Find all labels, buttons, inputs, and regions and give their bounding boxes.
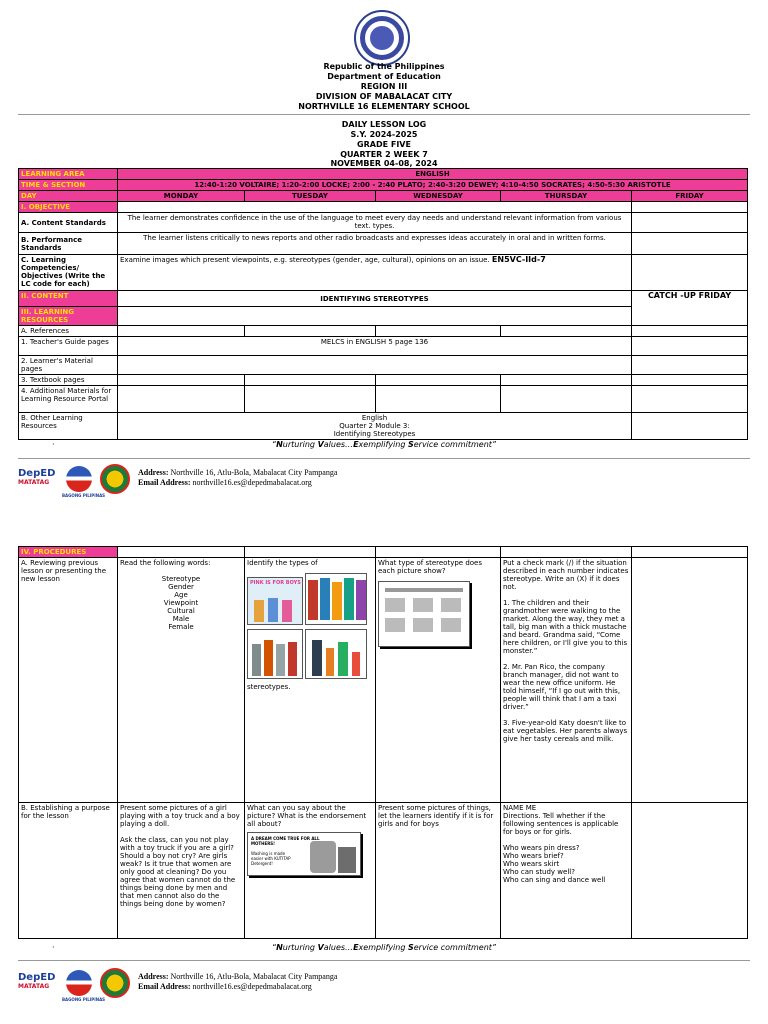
proc-b-thu-item-3: Who wears skirt: [503, 860, 560, 868]
references-label: A. References: [19, 326, 118, 337]
proc-a-thu-item-3: 3. Five-year-old Katy doesn't like to eat vegetables. Her parents always give her tasty cereals and milk.: [503, 719, 628, 743]
performance-standards-value: The learner listens critically to news reports and other radio broadcasts and expresses ideas accurately in oral and in written forms.: [118, 233, 632, 255]
competencies-text: Examine images which present viewpoints, e.g. stereotypes (gender, age, cultural), opinions on an issue.: [120, 256, 490, 264]
content-standards-value: The learner demonstrates confidence in the use of the language to meet every day needs and understand relevant information from various text. types.: [118, 213, 632, 233]
textbook-label: 3. Textbook pages: [19, 375, 118, 386]
objective-friday: [632, 202, 748, 213]
header-line-3: REGION III: [360, 82, 408, 91]
title-line-4: QUARTER 2 WEEK 7: [340, 150, 428, 159]
resources-label: III. LEARNING RESOURCES: [19, 307, 118, 326]
day-friday: FRIDAY: [632, 191, 748, 202]
footer-divider-1: [18, 458, 750, 459]
lesson-log-table: [18, 168, 748, 440]
word-5: Cultural: [167, 607, 195, 615]
proc-b-thu-item-5: Who can sing and dance well: [503, 876, 606, 884]
proc-a-thu-item-2: 2. Mr. Pan Rico, the company branch manager, did not want to wear the new office uniform. He told himself, “If I go out with this, people will think that I am a taxi driver.”: [503, 663, 621, 711]
detergent-ad-image: A DREAM COME TRUE FOR ALL MOTHERS! Washing is made easier with KUTITAP Detergent!: [247, 832, 361, 876]
day-label: DAY: [19, 191, 118, 202]
proc-a-mon-intro: Read the following words:: [120, 559, 211, 567]
teachers-guide-value: MELCS in ENGLISH 5 page 136: [118, 337, 632, 356]
word-3: Age: [174, 591, 188, 599]
catch-up-friday: CATCH -UP FRIDAY: [632, 291, 748, 326]
proc-b-thursday: [501, 803, 632, 939]
proc-a-monday: [118, 558, 245, 803]
other-resources-line-3: Identifying Stereotypes: [333, 430, 416, 438]
competencies-friday: [632, 255, 748, 291]
word-4: Viewpoint: [163, 599, 199, 607]
proc-b-thu-item-1: Who wears pin dress?: [503, 844, 580, 852]
content-value: IDENTIFYING STEREOTYPES: [118, 291, 632, 307]
proc-a-tuesday: [245, 558, 376, 803]
address-block-1: Address: Northville 16, Atlu-Bola, Mabalacat City Pampanga Email Address: northville16.es@depedmabalacat.org: [138, 468, 338, 487]
procedures-table: [18, 546, 748, 939]
footer-divider-2: [18, 960, 750, 961]
proc-b-mon-1: Present some pictures of a girl playing with a toy truck and a boy playing a doll.: [120, 804, 240, 828]
proc-a-label: A. Reviewing previous lesson or presenting the new lesson: [19, 558, 118, 803]
objective-label: I. OBJECTIVE: [19, 202, 118, 213]
proc-b-thu-item-4: Who can study well?: [503, 868, 575, 876]
header-line-4: DIVISION OF MABALACAT CITY: [315, 92, 453, 101]
competencies-value: [118, 255, 632, 291]
day-wednesday: WEDNESDAY: [376, 191, 501, 202]
bagong-pilipinas-logo: [66, 466, 92, 492]
content-label: II. CONTENT: [19, 291, 118, 307]
proc-b-monday: [118, 803, 245, 939]
other-resources-label: B. Other Learning Resources: [19, 413, 118, 440]
resources-blank: [118, 307, 632, 326]
proc-a-wednesday: [376, 558, 501, 803]
motto-2: “Nurturing Values…Exemplifying Service commitment”: [271, 943, 497, 952]
address-block-2: Address: Northville 16, Atlu-Bola, Mabalacat City Pampanga Email Address: northville16.es@depedmabalacat.org: [138, 972, 338, 991]
time-section-value: 12:40-1:20 VOLTAIRE; 1:20-2:00 LOCKE; 2:00 - 2:40 PLATO; 2:40-3:20 DEWEY; 4:10-4:50 SOCRATES; 4:50-5:30 ARISTOTLE: [118, 180, 748, 191]
objective-blank: [118, 202, 632, 213]
pink-is-for-boys-image: PINK IS FOR BOYS: [247, 577, 303, 625]
proc-b-thu-dir: Directions. Tell whether if the following sentences is applicable for boys or for girls.: [503, 812, 619, 836]
title-line-3: GRADE FIVE: [357, 140, 411, 149]
header-line-1: Republic of the Philippines: [323, 62, 445, 71]
additional-materials-label: 4. Additional Materials for Learning Resource Portal: [19, 386, 118, 413]
header-line-5: NORTHVILLE 16 ELEMENTARY SCHOOL: [298, 102, 470, 111]
competencies-code: EN5VC-IId-7: [491, 255, 546, 264]
performance-standards-label: B. Performance Standards: [19, 233, 118, 255]
school-logo-2: [100, 968, 130, 998]
performance-standards-friday: [632, 233, 748, 255]
word-6: Male: [172, 615, 190, 623]
learning-area-label: LEARNING AREA: [19, 169, 118, 180]
word-2: Gender: [168, 583, 194, 591]
proc-a-wed-text: What type of stereotype does each picture show?: [378, 559, 483, 575]
family-image: [305, 629, 367, 679]
word-7: Female: [168, 623, 194, 631]
elderly-group-image: [247, 629, 303, 679]
crowd-image: [305, 573, 367, 625]
deped-matatag-logo-2: DepED MATATAG: [18, 972, 56, 990]
bagong-pilipinas-label: BAGONG PILIPINAS: [62, 493, 106, 498]
proc-b-mon-2: Ask the class, can you not play with a toy truck if you are a girl? Should a boy not cry? Are girls weak? Is it true that women are only good at cleaning? Do you agree that women cannot do the things being done by men and that men cannot also do the things being done by women?: [120, 836, 236, 908]
bullet-2: ·: [52, 943, 55, 952]
bagong-pilipinas-logo-2: [66, 970, 92, 996]
proc-b-thu-item-2: Who wears brief?: [503, 852, 564, 860]
proc-b-thu-name: NAME ME: [503, 804, 537, 812]
proc-a-thu-item-1: 1. The children and their grandmother were walking to the market. Along the way, they met a tall, big man with a thick mustache and beard. Grandma said, “Come here children, or I'll give you to this monster.”: [503, 599, 628, 655]
bagong-pilipinas-label-2: BAGONG PILIPINAS: [62, 997, 106, 1002]
day-tuesday: TUESDAY: [245, 191, 376, 202]
deped-matatag-logo: DepED MATATAG: [18, 468, 56, 486]
title-line-1: DAILY LESSON LOG: [341, 120, 427, 129]
time-section-label: TIME & SECTION: [19, 180, 118, 191]
title-line-5: NOVEMBER 04-08, 2024: [330, 159, 438, 168]
proc-b-label: B. Establishing a purpose for the lesson: [19, 803, 118, 939]
deped-seal: [354, 10, 410, 66]
proc-b-tuesday: [245, 803, 376, 939]
day-monday: MONDAY: [118, 191, 245, 202]
other-resources-line-1: English: [361, 414, 388, 422]
proc-b-tue-text: What can you say about the picture? What is the endorsement all about?: [247, 804, 367, 828]
word-1: Stereotype: [161, 575, 201, 583]
procedures-label: IV. PROCEDURES: [19, 547, 118, 558]
proc-a-tue-bottom: stereotypes.: [247, 683, 291, 691]
other-resources-line-2: Quarter 2 Module 3:: [339, 422, 410, 430]
day-thursday: THURSDAY: [501, 191, 632, 202]
motto-1: “Nurturing Values…Exemplifying Service commitment”: [271, 440, 497, 449]
proc-a-tue-top: Identify the types of: [247, 559, 318, 567]
other-resources-value: [118, 413, 632, 440]
school-logo: [100, 464, 130, 494]
content-standards-label: A. Content Standards: [19, 213, 118, 233]
stereotype-worksheet-image: [378, 581, 470, 647]
proc-b-wednesday: Present some pictures of things, let the learners identify if it is for girls and for boys: [376, 803, 501, 939]
proc-a-thursday: [501, 558, 632, 803]
learners-material-label: 2. Learner's Material pages: [19, 356, 118, 375]
teachers-guide-label: 1. Teacher's Guide pages: [19, 337, 118, 356]
content-standards-friday: [632, 213, 748, 233]
stereotype-images: [247, 569, 373, 681]
header-line-2: Department of Education: [327, 72, 441, 81]
header-divider: [18, 114, 750, 115]
bullet-1: ·: [52, 440, 55, 449]
competencies-label: C. Learning Competencies/ Objectives (Write the LC code for each): [19, 255, 118, 291]
proc-a-thu-intro: Put a check mark (/) if the situation described in each number indicates stereotype. Write an (X) if it does not.: [503, 559, 629, 591]
title-line-2: S.Y. 2024-2025: [350, 130, 418, 139]
learning-area-value: ENGLISH: [118, 169, 748, 180]
